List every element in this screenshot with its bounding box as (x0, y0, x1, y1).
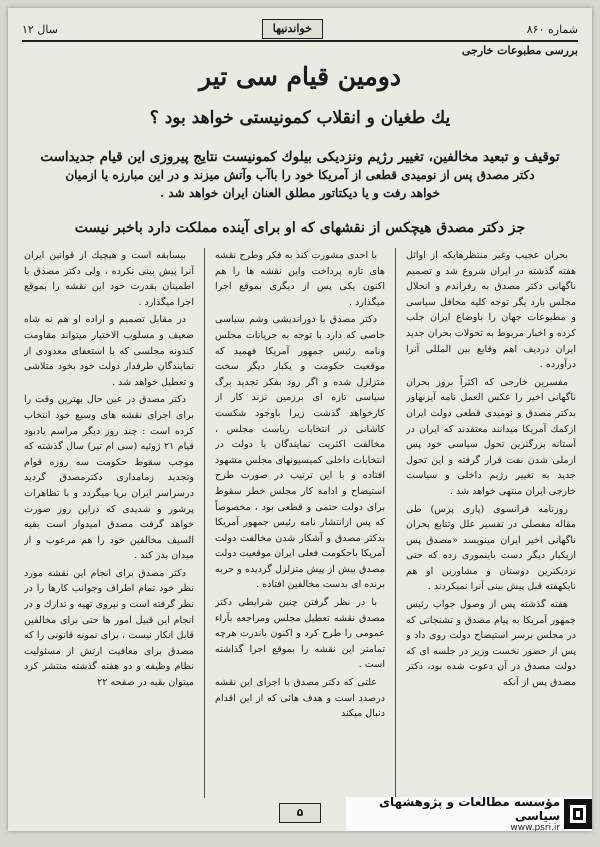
page-number: ۵ (279, 803, 321, 823)
paragraph: بحران عجیب وغیر منتظرهایکه از اوائل هفته گذشته در ایران شروع شد و تصمیم ناگهانی دکتر مصدق به رفراندم و انحلال مجلس بارد یگر توجه کلیه محافل سیاسی و مطبوعات جهان را باوضاع ایران جلب کرده و اخبار مربوط به تحولات بحران جدید ایران دردیف اهم وقایع بین المللی آنرا درآورده . (406, 250, 576, 371)
paragraph: با احدی مشورت کند به فکر وطرح نقشه های تازه پرداخت واین نقشه ها را هم اکنون یکی پس از دیگری بموقع اجرا میگذارد . (215, 250, 385, 308)
paragraph: دکتر مصدق با دوراندیشی وشم سیاسی خاصی که دارد با توجه به جریانات مجلس ونامه رئیس جمهور آمریکا فهمید که موقعیت حکومت و یکبار دیگر سخت متزلزل شده و اگر زود بفکر تجدید برگ سیاسی تازه ای برزمین نزند کار از کارخواهد گذشت زیرا باوجود شکست کاشانی در انتخابات ریاست مجلس ، مخالفت اکثریت نمایندگان با دولت در انتخابات داخلی کمیسیونهای مجلس مشهود افتاده و با این ترتیب در صورت طرح استیضاح و ادامه کار مجلس خطر سقوط برای دولت حتمی و قطعی بود ، مخصوصاً که پس ازانتشار نامه رئیس جمهور آمریکا بدکتر مصدق و آشکار شدن مخالفت دولت آمریکا باحکومت فعلی ایران موقعیت دولت مصدق بیش از پیش متزلزل گردیده و حربه برنده ای بدست مخالفین افتاده . (215, 314, 385, 591)
archive-watermark (346, 797, 592, 831)
watermark-url: www.psri.ir (510, 823, 561, 831)
column-divider (395, 248, 396, 798)
volume-year: سال ۱۲ (22, 22, 58, 36)
column-divider (204, 248, 205, 798)
section-label: بررسی مطبوعات خارجی (461, 44, 578, 57)
lead-line: توقیف و تبعید مخالفین، تغییر رژیم ونزدیکی بیلوك کمونیست نتایج پیروزی این قیام جدیداست (40, 149, 560, 165)
magazine-title-box: خواندنیها (262, 19, 323, 39)
secondary-subheadline: جز دکتر مصدق هیچکس از نقشهای که او برای آینده مملکت دارد باخبر نیست (74, 220, 526, 236)
document-page (8, 8, 592, 831)
paragraph: بیسابقه است و هیچیك از قوانین ایران آنرا پیش بینی نکرده ، ولی دکتر مصدق با اطمینان بقدرت خود این نقشه را بموقع اجرا میگذارد . (24, 250, 194, 308)
paragraph: با در نظر گرفتن چنین شرایطی دکتر مصدق نقشه تعطیل مجلس ومراجعه بآراء عمومی را طرح کرد و اکنون باندرت هرچه تمامتر این نقشه را بموقع اجرا گذاشته است . (215, 597, 385, 671)
subheadline: یك طغیان و انقلاب کمونیستی خواهد بود ؟ (149, 108, 451, 128)
masthead-rule (22, 40, 578, 42)
paragraph: دکتر مصدق در عین حال بهترین وقت را برای اجرای نقشه های وسیع خود انتخاب کرده است : چند روز دیگر مراسم یادبود قیام ۲۱ ژوئیه (سی ام تیر) سال گذشته که موجب سقوط حکومت سه روزه قوام وتجدید زمامداری دکترمصدق گردید درسراسر ایران برپا میگردد و با تظاهرات پرشور و شدیدی که دراین روز صورت خواهد گرفت مصدق امیدوار است بقیه السیف مخالفین خود را هم مرعوب و از میدان بدر کند . (24, 394, 194, 562)
paragraph: در مقابل تصمیم و اراده او هم نه شاه ضعیف و مسلوب الاختیار میتواند مقاومت کندونه مجلسی که با استعفای معدودی از نمایندگان طرفدار دولت خود بخود متلاشی و تعطیل خواهد شد . (24, 314, 194, 388)
article-column-2 (215, 248, 385, 798)
lead-line: خواهد رفت و یا دیکتاتور مطلق العنان ایران خواهد شد . (159, 186, 441, 200)
watermark-org: مؤسسه مطالعات و پژوهشهای سیاسی (379, 795, 561, 823)
lead-line: دکتر مصدق پس از نومیدی قطعی از آمریکا خود را باآب وآتش میزند و در این مبارزه یا ازمیان (65, 168, 535, 182)
article-columns (24, 248, 576, 798)
headline: دومین قیام سی تیر (199, 62, 401, 91)
article-column-1 (406, 248, 576, 798)
lead-summary (26, 148, 574, 202)
masthead-bar (22, 18, 578, 40)
institute-logo-icon (564, 799, 592, 829)
paragraph: مفسرین خارجی که اکثراً بروز بحران ناگهانی اخیر را عکس العمل نامه آیزنهاور بدکتر مصدق و نومیدی قطعی دولت ایران ازکمك آمریکا میدانند معتقدند که ایران در آستانه بزرگترین تحول سیاسی خود پس ازملی شدن نفت قرار گرفته و این تحول جدید به تغییر رژیم داخلی و سیاست خارجی ایران منتهی خواهد شد . (406, 376, 576, 497)
paragraph: علتی که دکتر مصدق با اجرای این نقشه درصدد است و هدف هائی که از این اقدام دنبال میکند (215, 677, 385, 720)
page-footer (8, 795, 592, 831)
paragraph: دکتر مصدق برای انجام این نقشه مورد نظر خود تمام اطراف وجوانب کارها را در نظر گرفته است و نیروی تهیه و تدارك و در انجام این قبیل امور ها حتی برای مخالفین قابل انکار نیست ، برای نمونه قانونی را که مصدق برای معافیت ارتش از مسئولیت نظام وظیفه و دو هفته گذشته منتشر کرد میتوان بقیه در صفحه ۲۲ (24, 567, 194, 689)
issue-number: شماره ۸۶۰ (526, 22, 578, 36)
paragraph: هفته گذشته پس از وصول جواب رئیس جمهور آمریکا به پیام مصدق و تشنجاتی که در مجلس برسر استیضاح دولت روی داد و پس از حضور نخست وزیر در جلسه ای که دولت مصدق در آن دعوت شده بود، دکتر مصدق پس از آنکه (406, 599, 576, 689)
article-column-3 (24, 248, 194, 798)
paragraph: روزنامه فرانسوی (پاری پرس) طی مقاله مفصلی در تفسیر علل وتتابع بحران ناگهانی اخیر ایران مینویسد «مصدق پس ازیکبار دیگر دست باینموری زده که حتی نزدیکترین دوستان و مشاورین او هم نایکهفته قبل پیش بینی آنرا نمیکردند . (406, 503, 576, 593)
